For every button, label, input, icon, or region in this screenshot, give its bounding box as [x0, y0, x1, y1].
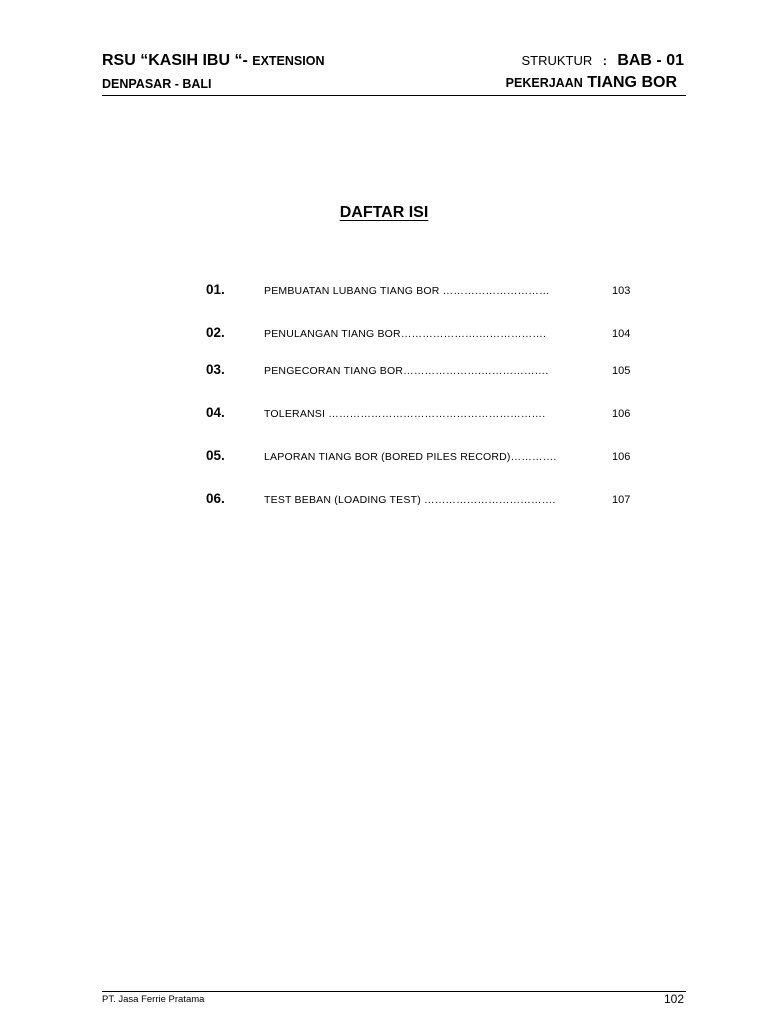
toc-title: PENULANGAN TIANG BOR………………….……………….: [264, 328, 547, 340]
toc-item[interactable]: [0, 282, 768, 302]
toc-title: PEMBUATAN LUBANG TIANG BOR …………………………: [264, 285, 550, 297]
toc-item[interactable]: [0, 362, 768, 382]
work-title: TIANG BOR: [587, 74, 677, 91]
section-label: STRUKTUR: [521, 53, 593, 68]
toc-title: LAPORAN TIANG BOR (BORED PILES RECORD)………….: [264, 451, 557, 463]
toc-page: 104: [612, 328, 631, 340]
header-rule: [102, 95, 686, 96]
toc-title: TEST BEBAN (LOADING TEST) ……………………………….: [264, 494, 556, 506]
toc-number: 05.: [206, 448, 225, 463]
toc-item[interactable]: [0, 491, 768, 511]
project-main: RSU “KASIH IBU “-: [102, 52, 248, 69]
project-title: [102, 52, 324, 70]
toc-title: PENGECORAN TIANG BOR………………….……………….: [264, 365, 549, 377]
toc-item[interactable]: [0, 325, 768, 345]
toc-item[interactable]: [0, 448, 768, 468]
toc-page: 105: [612, 365, 631, 377]
footer-company: PT. Jasa Ferrie Pratama: [102, 994, 205, 1005]
project-location: DENPASAR - BALI: [102, 77, 212, 91]
work-heading: [506, 74, 677, 92]
chapter-number: BAB - 01: [617, 52, 684, 69]
toc-number: 01.: [206, 282, 225, 297]
footer-page-number: 102: [663, 992, 684, 1006]
toc-number: 04.: [206, 405, 225, 420]
toc-page: 103: [612, 285, 631, 297]
page-title-text: DAFTAR ISI: [339, 204, 429, 221]
toc-title: TOLERANSI …………………………………………………….: [264, 408, 546, 420]
project-suffix: EXTENSION: [252, 54, 325, 68]
footer-rule: [102, 991, 686, 992]
toc-page: 106: [612, 408, 631, 420]
toc-number: 03.: [206, 362, 225, 377]
toc-number: 06.: [206, 491, 225, 506]
section-separator: :: [602, 54, 607, 68]
toc-page: 107: [612, 494, 631, 506]
page-title: [0, 204, 768, 222]
toc-item[interactable]: [0, 405, 768, 425]
chapter-heading: [521, 52, 684, 70]
toc-page: 106: [612, 451, 631, 463]
work-label: PEKERJAAN: [505, 76, 583, 90]
toc-number: 02.: [206, 325, 225, 340]
